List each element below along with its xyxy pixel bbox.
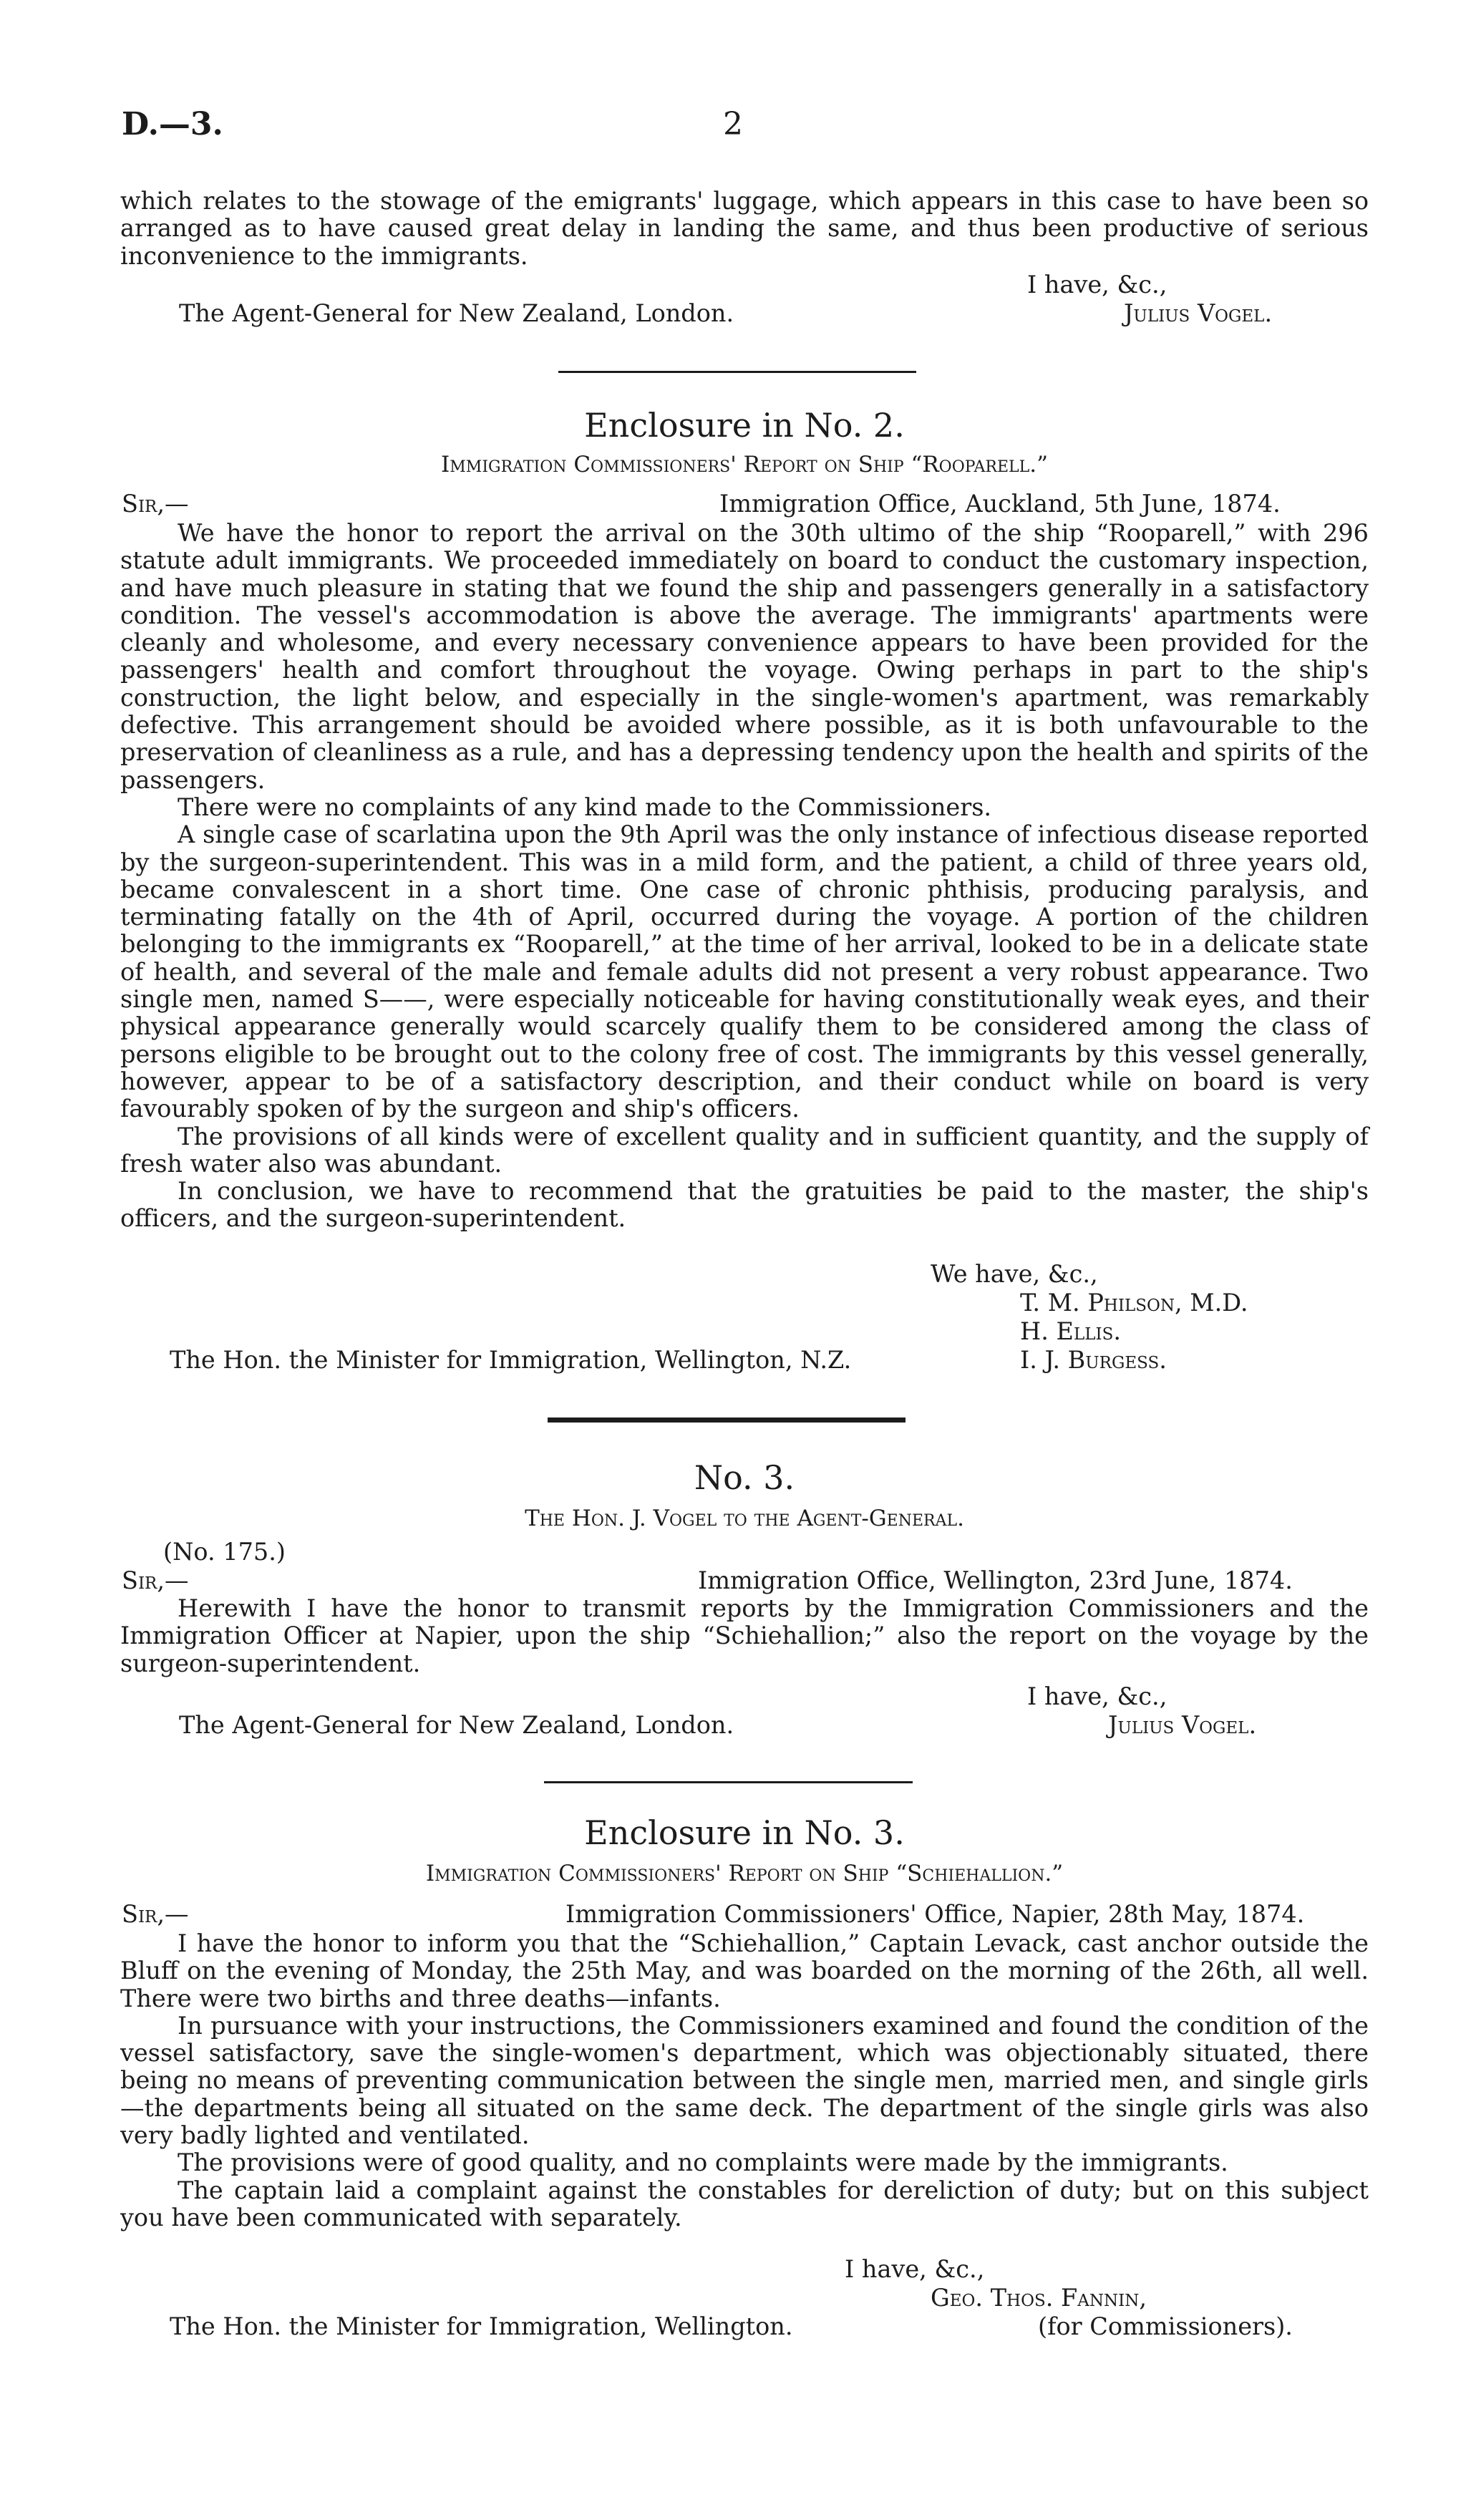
enclosure3-paragraph: The provisions were of good quality, and no complaints were made by the immigrants. — [178, 2148, 1228, 2177]
intro-closing: I have, &c., — [1027, 271, 1167, 299]
enclosure3-body — [120, 1930, 1369, 2231]
enclosure3-dateline: Immigration Commissioners' Office, Napier, 28th May, 1874. — [565, 1900, 1305, 1928]
no3-body — [120, 1595, 1369, 1677]
enclosure2-dateline: Immigration Office, Auckland, 5th June, 1874. — [719, 490, 1281, 518]
no3-text: Herewith I have the honor to transmit reports by the Immigration Commissioners and the Immigration Officer at Napier, upon the ship “Schiehallion;” also the report on the voyage by the surgeon-superintendent. — [120, 1594, 1369, 1677]
enclosure2-body — [120, 520, 1369, 1233]
no3-title: No. 3. — [694, 1458, 795, 1497]
enclosure3-closing: I have, &c., — [845, 2255, 985, 2283]
enclosure2-signatory: I. J. Burgess. — [1020, 1346, 1167, 1374]
section-divider — [544, 1781, 913, 1783]
enclosure2-paragraph: We have the honor to report the arrival on the 30th ultimo of the ship “Rooparell,” with 296 statute adult immigrants. We proceeded immediately on board to conduct the customary inspection, and have much pleasure in stating that we found the ship and passengers generally in a satisfactory condition. The vessel's accommodation is above the average. The immigrants' apartments were cleanly and wholesome, and every necessary convenience appears to have been provided for the passengers' health and comfort throughout the voyage. Owing perhaps in part to the ship's construction, the light below, and especially in the single-women's apartment, was remarkably defective. This arrangement should be avoided where possible, as it is both unfavourable to the preservation of cleanliness as a rule, and has a depressing tendency upon the health and spirits of the passengers. — [120, 519, 1369, 794]
no3-signature: Julius Vogel. — [1108, 1711, 1257, 1739]
no3-ref: (No. 175.) — [163, 1538, 286, 1566]
enclosure3-subtitle: Immigration Commissioners' Report on Ship “Schiehallion.” — [425, 1861, 1064, 1886]
no3-addressee: The Agent-General for New Zealand, London. — [179, 1711, 734, 1739]
enclosure2-salutation: Sir,— — [122, 490, 189, 518]
enclosure3-salutation: Sir,— — [122, 1900, 189, 1928]
intro-text: which relates to the stowage of the emigrants' luggage, which appears in this case to have been so arranged as to have caused great delay in landing the same, and thus been productive of serious inconvenience to the immigrants. — [120, 187, 1369, 270]
enclosure2-title: Enclosure in No. 2. — [584, 406, 905, 445]
intro-paragraph — [120, 188, 1369, 270]
enclosure2-paragraph: In conclusion, we have to recommend that the gratuities be paid to the master, the ship's officers, and the surgeon-superintendent. — [120, 1177, 1369, 1233]
enclosure2-paragraph: There were no complaints of any kind made to the Commissioners. — [178, 793, 992, 821]
no3-closing: I have, &c., — [1027, 1682, 1167, 1710]
enclosure3-paragraph: The captain laid a complaint against the constables for dereliction of duty; but on this subject you have been communicated with separately. — [120, 2176, 1369, 2231]
no3-subtitle: The Hon. J. Vogel to the Agent-General. — [525, 1506, 964, 1531]
enclosure3-paragraph: In pursuance with your instructions, the Commissioners examined and found the condition of the vessel satisfactory, save the single-women's department, which was objectionably situated, there being no means of preventing communication between the single men, married men, and single girls—the departments being all situated on the same deck. The department of the single girls was also very badly lighted and ventilated. — [120, 2011, 1369, 2150]
enclosure3-signature: Geo. Thos. Fannin, — [931, 2284, 1147, 2312]
page-number: 2 — [723, 106, 743, 142]
document-reference: D.—3. — [122, 106, 223, 142]
enclosure3-signature-note: (for Commissioners). — [1038, 2312, 1293, 2340]
enclosure2-signatory: H. Ellis. — [1020, 1317, 1122, 1345]
enclosure3-paragraph: I have the honor to inform you that the “Schiehallion,” Captain Levack, cast anchor outside the Bluff on the evening of Monday, the 25th May, and was boarded on the morning of the 26th, all well. There were two births and three deaths—infants. — [120, 1929, 1369, 2012]
enclosure2-paragraph: The provisions of all kinds were of excellent quality and in sufficient quantity, and the supply of fresh water also was abundant. — [120, 1122, 1369, 1178]
enclosure2-signatory: T. M. Philson, M.D. — [1020, 1289, 1248, 1317]
enclosure2-addressee: The Hon. the Minister for Immigration, Wellington, N.Z. — [170, 1346, 852, 1374]
enclosure2-closing: We have, &c., — [931, 1260, 1098, 1288]
no3-salutation: Sir,— — [122, 1566, 189, 1594]
section-divider-thick — [548, 1418, 906, 1423]
enclosure3-addressee: The Hon. the Minister for Immigration, Wellington. — [170, 2312, 793, 2340]
section-divider — [558, 371, 916, 373]
intro-signature: Julius Vogel. — [1124, 299, 1273, 327]
intro-addressee: The Agent-General for New Zealand, London. — [179, 299, 734, 327]
page-header — [122, 106, 1382, 156]
no3-dateline: Immigration Office, Wellington, 23rd June, 1874. — [698, 1566, 1293, 1594]
enclosure2-paragraph: A single case of scarlatina upon the 9th April was the only instance of infectious disease reported by the surgeon-superintendent. This was in a mild form, and the patient, a child of three years old, became convalescent in a short time. One case of chronic phthisis, producing paralysis, and terminating fatally on the 4th of April, occurred during the voyage. A portion of the children belonging to the immigrants ex “Rooparell,” at the time of her arrival, looked to be in a delicate state of health, and several of the male and female adults did not present a very robust appearance. Two single men, named S——, were especially noticeable for having constitutionally weak eyes, and their physical appearance generally would scarcely qualify them to be considered among the class of persons eligible to be brought out to the colony free of cost. The immigrants by this vessel generally, however, appear to be of a satisfactory description, and their conduct while on board is very favourably spoken of by the surgeon and ship's officers. — [120, 820, 1369, 1123]
enclosure3-title: Enclosure in No. 3. — [584, 1813, 905, 1852]
enclosure2-subtitle: Immigration Commissioners' Report on Ship “Rooparell.” — [441, 452, 1048, 478]
